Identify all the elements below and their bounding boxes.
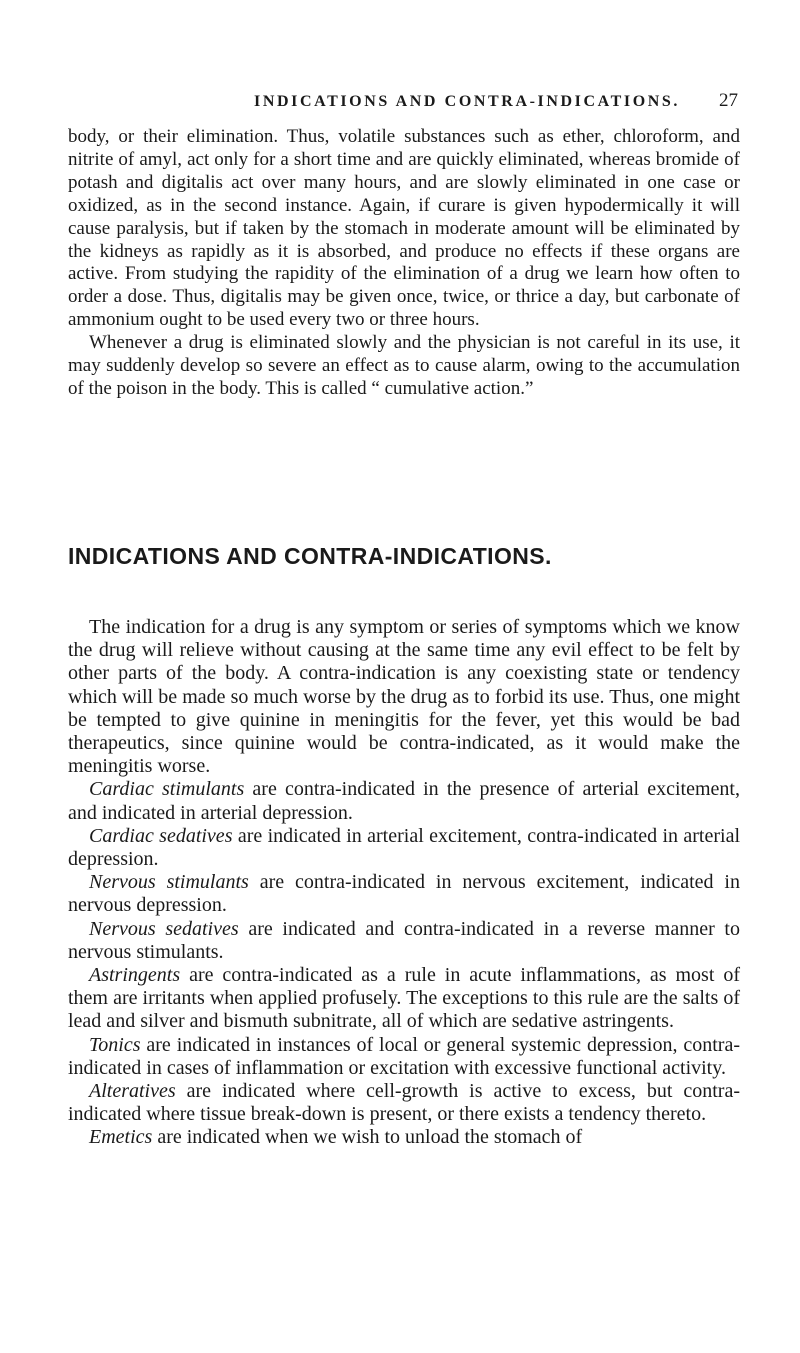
entry-text: are contra-indicated as a rule in acute inflammations, as most of them are irritants when applied profusely. The exceptions to this rule are the salts of lead and silver and bismuth subnitrate, all of which are sedative astringents.: [68, 964, 740, 1033]
section-heading: INDICATIONS AND CONTRA-INDICATIONS.: [68, 543, 552, 569]
running-header: [254, 90, 738, 112]
entry-text: are indicated in arterial excitement, contra-indicated in arterial depression.: [68, 824, 740, 871]
entry-alteratives: [68, 1080, 740, 1126]
entry-term: Emetics: [89, 1126, 153, 1149]
entry-cardiac-stimulants: [68, 778, 740, 824]
entry-term: Tonics: [89, 1033, 141, 1056]
paragraph-elimination: body, or their elimination. Thus, volatile substances such as ether, chloroform, and nitrite of amyl, act only for a short time and are quickly eliminated, whereas bromide of potash and digitalis act over many hours, and are slowly eliminated in one case or oxidized, as in the second instance. Again, if curare is given hypodermically it will cause paralysis, but if taken by the stomach in moderate amount will be eliminated by the kidneys as rapidly as it is absorbed, and produce no effects if these organs are active. From studying the rapidity of the elimination of a drug we learn how often to order a dose. Thus, digitalis may be given once, twice, or thrice a day, but carbonate of ammonium ought to be used every two or three hours.: [68, 126, 740, 331]
entry-text: are contra-indicated in the presence of arterial excitement, and indicated in arterial depression.: [68, 778, 740, 824]
paragraph-cumulative-action: Whenever a drug is eliminated slowly and the physician is not careful in its use, it may suddenly develop so severe an effect as to cause alarm, owing to the accumulation of the poison in the body. This is called “ cumulative action.”: [68, 332, 740, 399]
entry-term: Cardiac stimulants: [89, 778, 245, 801]
entry-term: Alteratives: [89, 1080, 176, 1103]
entry-cardiac-sedatives: [68, 825, 740, 871]
entry-nervous-stimulants: [68, 871, 740, 917]
entry-nervous-sedatives: [68, 918, 740, 964]
entry-text: are contra-indicated in nervous excitement, indicated in nervous depression.: [68, 871, 740, 917]
running-title: INDICATIONS AND CONTRA-INDICATIONS.: [254, 93, 681, 110]
entry-term: Nervous stimulants: [89, 871, 249, 894]
entry-term: Astringents: [89, 964, 181, 987]
entry-astringents: [68, 964, 740, 1034]
entry-text: are indicated when we wish to unload the stomach of: [152, 1126, 583, 1149]
continued-text-block: [68, 126, 740, 401]
entry-tonics: [68, 1034, 740, 1080]
entry-text: are indicated and contra-indicated in a reverse manner to nervous stimulants.: [68, 917, 740, 963]
entry-text: are indicated in instances of local or general systemic depression, contra-indicated in cases of inflammation or excitation with excessive functional activity.: [68, 1033, 740, 1079]
entry-term: Cardiac sedatives: [89, 824, 233, 847]
entry-text: are indicated where cell-growth is active to excess, but contra-indicated where tissue break-down is present, or there exists a tendency thereto.: [68, 1080, 740, 1126]
entry-term: Nervous sedatives: [89, 917, 239, 940]
entry-emetics: [68, 1126, 740, 1149]
indications-text-block: [68, 616, 740, 1150]
page-number: 27: [719, 90, 738, 111]
paragraph-intro: The indication for a drug is any symptom or series of symptoms which we know the drug will relieve without causing at the same time any evil effect to be felt by other parts of the body. A contra-indication is any coexisting state or tendency which will be made so much worse by the drug as to forbid its use. Thus, one might be tempted to give quinine in meningitis for the fever, yet this would be bad therapeutics, since quinine would be contra-indicated, as it would make the meningitis worse.: [68, 616, 740, 778]
